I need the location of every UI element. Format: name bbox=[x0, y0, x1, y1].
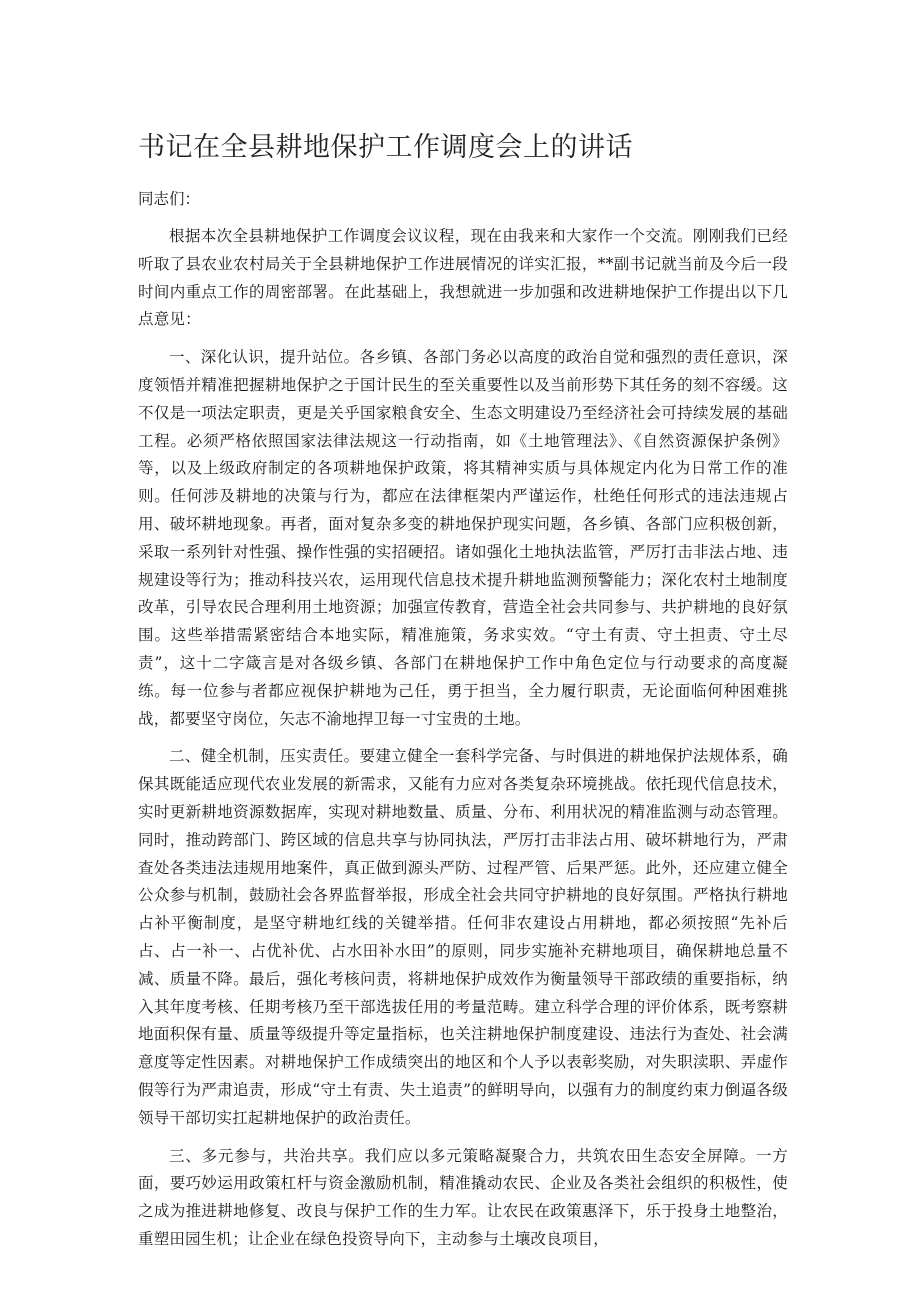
paragraph-section-three: 三、多元参与，共治共享。我们应以多元策略凝聚合力，共筑农田生态安全屏障。一方面，要巧妙运用政策杠杆与资金激励机制，精准撬动农民、企业及各类社会组织的积极性，使之成为推进耕地修复、改良与保护工作的生力军。让农民在政策惠泽下，乐于投身土地整治，重塑田园生机；让企业在绿色投资导向下，主动参与土壤改良项目， bbox=[138, 1146, 788, 1248]
salutation: 同志们： bbox=[138, 190, 201, 208]
paragraph-section-one: 一、深化认识，提升站位。各乡镇、各部门务必以高度的政治自觉和强烈的责任意识，深度领悟并精准把握耕地保护之于国计民生的至关重要性以及当前形势下其任务的刻不容缓。这不仅是一项法定职责，更是关乎国家粮食安全、生态文明建设乃至经济社会可持续发展的基础工程。必须严格依照国家法律法规这一行动指南，如《土地管理法》、《自然资源保护条例》等，以及上级政府制定的各项耕地保护政策，将其精神实质与具体规定内化为日常工作的准则。任何涉及耕地的决策与行为，都应在法律框架内严谨运作，杜绝任何形式的违法违规占用、破坏耕地现象。再者，面对复杂多变的耕地保护现实问题，各乡镇、各部门应积极创新，采取一系列针对性强、操作性强的实招硬招。诸如强化土地执法监管，严厉打击非法占地、违规建设等行为；推动科技兴农，运用现代信息技术提升耕地监测预警能力；深化农村土地制度改革，引导农民合理利用土地资源；加强宣传教育，营造全社会共同参与、共护耕地的良好氛围。这些举措需紧密结合本地实际，精准施策，务求实效。“守土有责、守土担责、守土尽责”，这十二字箴言是对各级乡镇、各部门在耕地保护工作中角色定位与行动要求的高度凝练。每一位参与者都应视保护耕地为己任，勇于担当，全力履行职责，无论面临何种困难挑战，都要坚守岗位，矢志不渝地捍卫每一寸宝贵的土地。 bbox=[138, 348, 788, 728]
page-title: 书记在全县耕地保护工作调度会上的讲话 bbox=[138, 132, 633, 163]
document-page bbox=[138, 128, 788, 1264]
paragraph-section-two: 二、健全机制，压实责任。要建立健全一套科学完备、与时俱进的耕地保护法规体系，确保其既能适应现代农业发展的新需求，又能有力应对各类复杂环境挑战。依托现代信息技术，实时更新耕地资源数据库，实现对耕地数量、质量、分布、利用状况的精准监测与动态管理。同时，推动跨部门、跨区域的信息共享与协同执法，严厉打击非法占用、破坏耕地行为，严肃查处各类违法违规用地案件，真正做到源头严防、过程严管、后果严惩。此外，还应建立健全公众参与机制，鼓励社会各界监督举报，形成全社会共同守护耕地的良好氛围。严格执行耕地占补平衡制度，是坚守耕地红线的关键举措。任何非农建设占用耕地，都必须按照“先补后占、占一补一、占优补优、占水田补水田”的原则，同步实施补充耕地项目，确保耕地总量不减、质量不降。最后，强化考核问责，将耕地保护成效作为衡量领导干部政绩的重要指标，纳入其年度考核、任期考核乃至干部选拔任用的考量范畴。建立科学合理的评价体系，既考察耕地面积保有量、质量等级提升等定量指标，也关注耕地保护制度建设、违法行为查处、社会满意度等定性因素。对耕地保护工作成绩突出的地区和个人予以表彰奖励，对失职渎职、弄虚作假等行为严肃追责，形成“守土有责、失土追责”的鲜明导向，以强有力的制度约束力倒逼各级领导干部切实扛起耕地保护的政治责任。 bbox=[138, 747, 788, 1127]
paragraph-intro: 根据本次全县耕地保护工作调度会议议程，现在由我来和大家作一个交流。刚刚我们已经听取了县农业农村局关于全县耕地保护工作进展情况的详实汇报，**副书记就当前及今后一段时间内重点工作的周密部署。在此基础上，我想就进一步加强和改进耕地保护工作提出以下几点意见： bbox=[138, 227, 788, 329]
